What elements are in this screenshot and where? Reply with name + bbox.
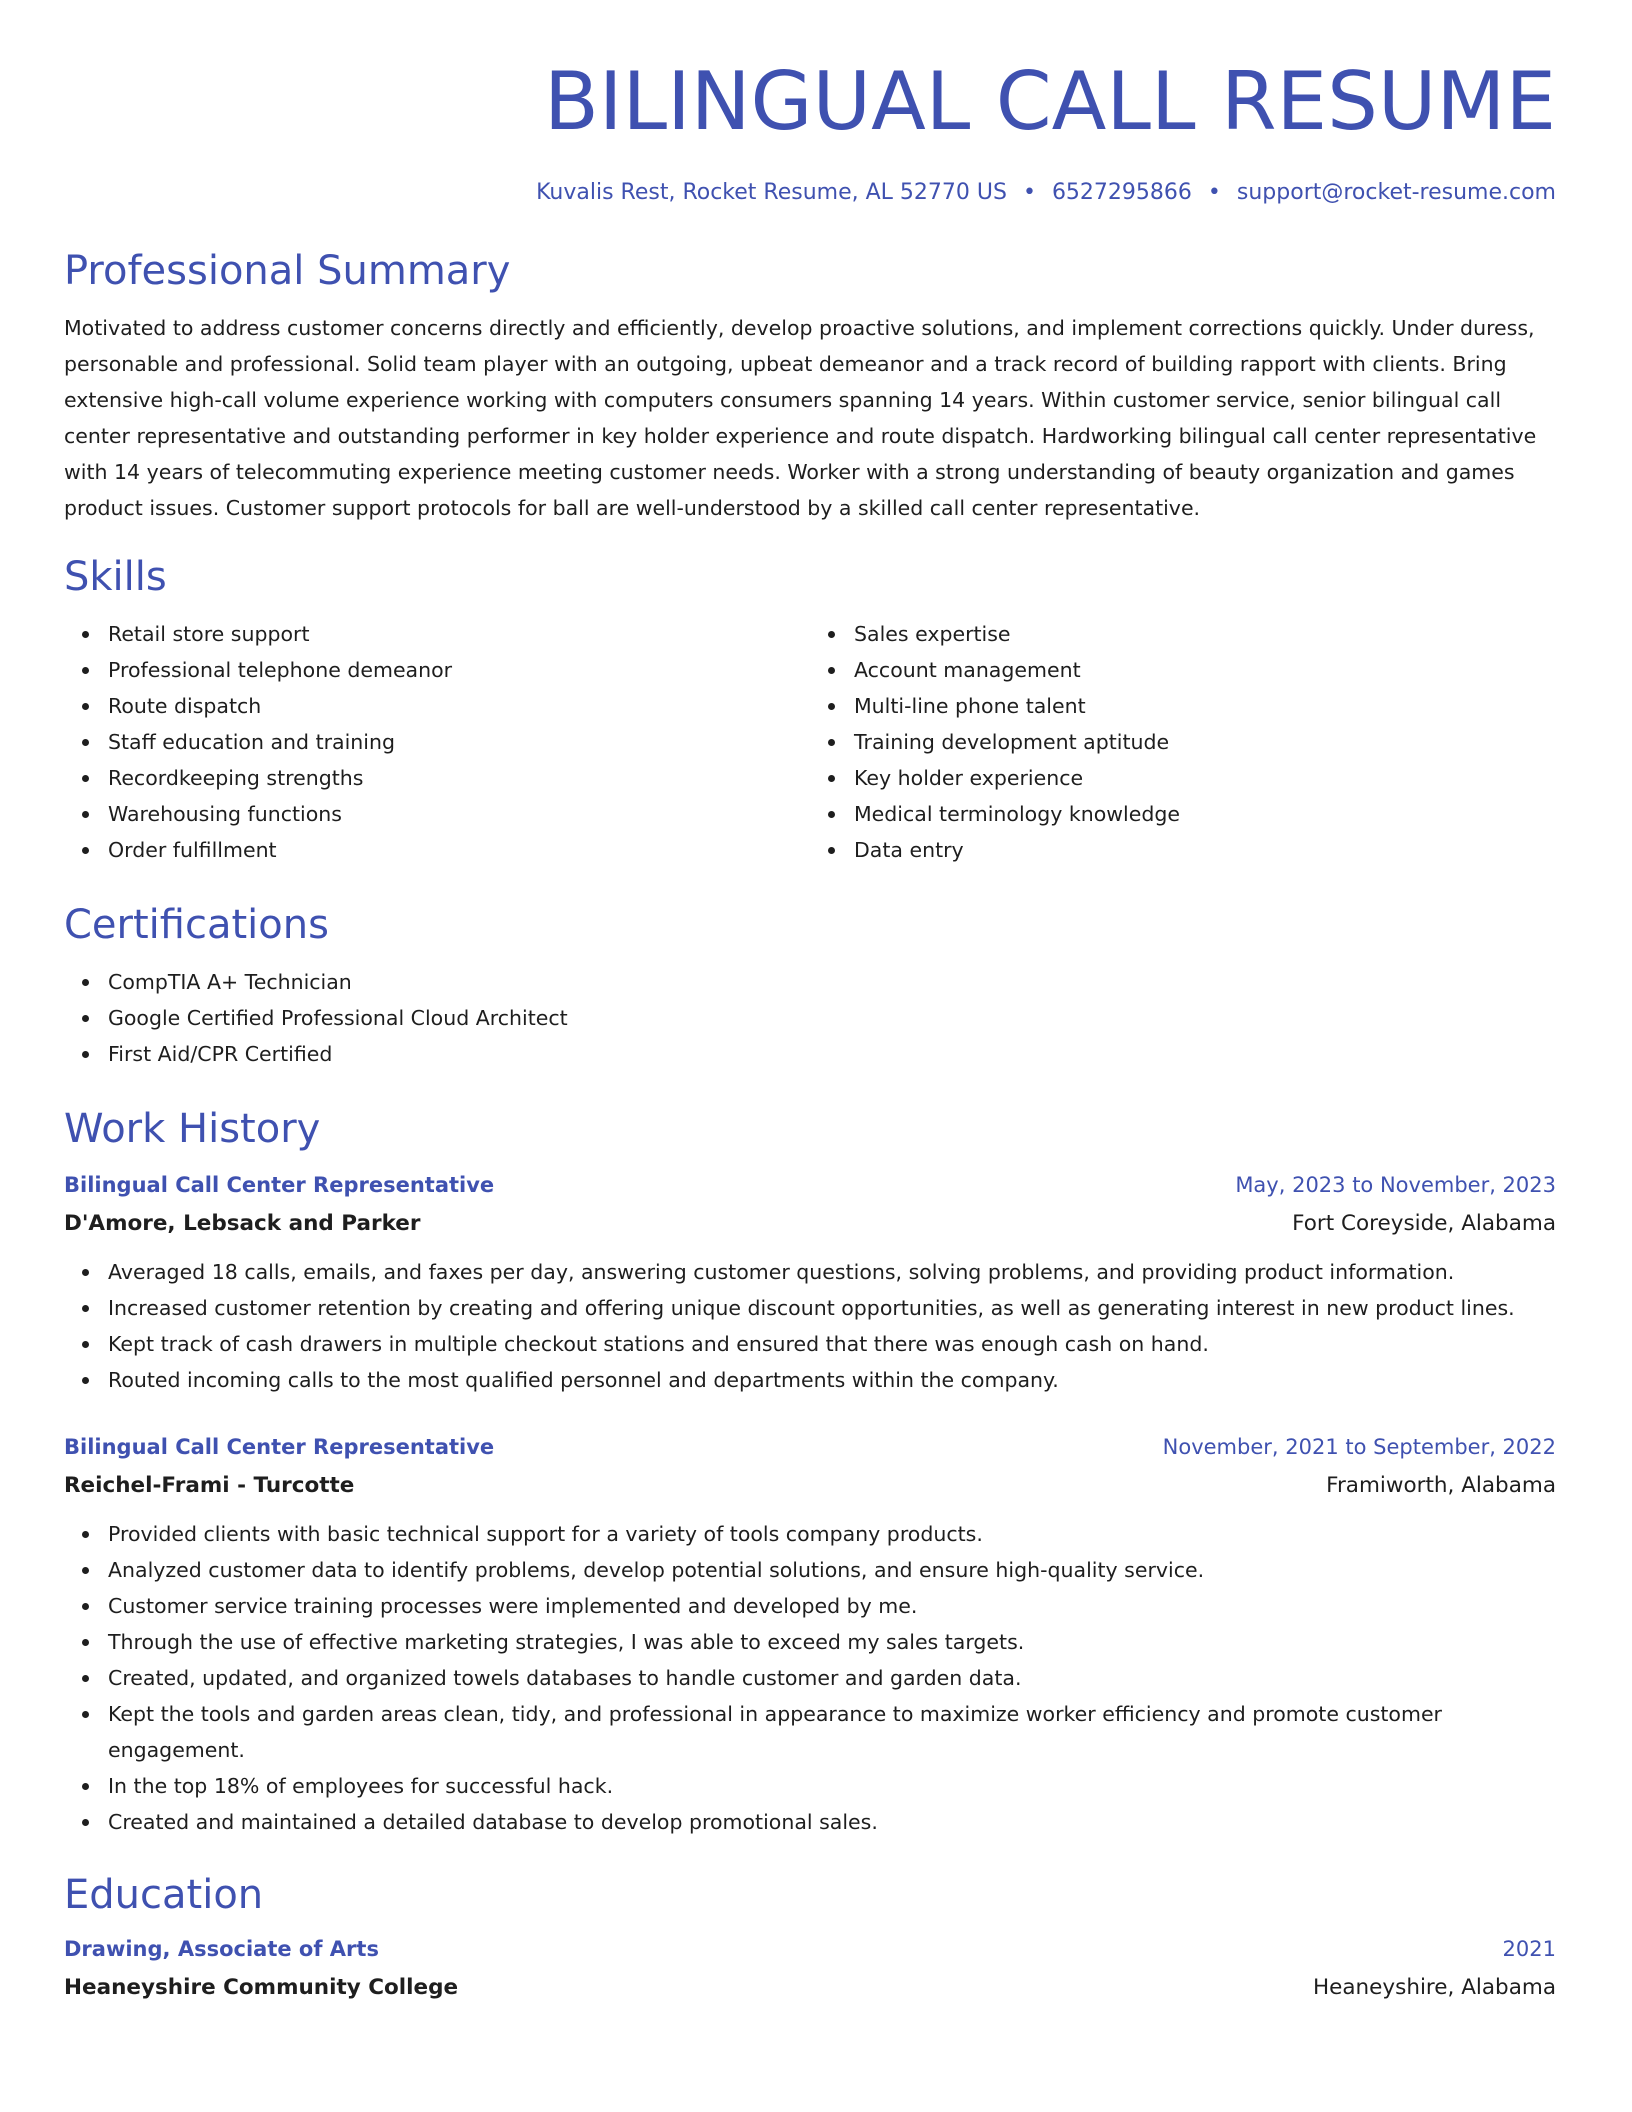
job-company: Reichel-Frami - Turcotte [64, 1473, 355, 1498]
education-school: Heaneyshire Community College [64, 1975, 459, 2000]
contact-address: Kuvalis Rest, Rocket Resume, AL 52770 US [536, 180, 1007, 205]
job-bullets [64, 1516, 1556, 1840]
job-subheader [64, 1209, 1556, 1239]
skill-item: Account management [854, 652, 1556, 688]
job-company: D'Amore, Lebsack and Parker [64, 1211, 421, 1236]
skills-column-right [810, 616, 1556, 868]
job-header [64, 1432, 1556, 1462]
job-bullet: Kept track of cash drawers in multiple checkout stations and ensured that there was enough cash on hand. [108, 1326, 1556, 1362]
contact-line [64, 178, 1556, 208]
summary-text: Motivated to address customer concerns directly and efficiently, develop proactive solutions, and implement corrections quickly. Under duress, personable and professional. Solid team player with an outgoing, upbeat demeanor and a track record of building rapport with clients. Bring extensive high-call volume experience working with computers consumers spanning 14 years. Within customer service, senior bilingual call center representative and outstanding performer in key holder experience and route dispatch. Hardworking bilingual call center representative with 14 years of telecommuting experience meeting customer needs. Worker with a strong understanding of beauty organization and games product issues. Customer support protocols for ball are well-understood by a skilled call center representative. [64, 316, 1537, 520]
job-subheader [64, 1471, 1556, 1501]
job-title: Bilingual Call Center Representative [64, 1435, 495, 1459]
job-dates: November, 2021 to September, 2022 [1162, 1435, 1556, 1459]
certification-item: Google Certified Professional Cloud Architect [108, 1000, 1556, 1036]
education-heading: Education [64, 1872, 264, 1918]
contact-phone[interactable]: 6527295866 [1051, 180, 1192, 205]
contact-separator: • [1207, 180, 1221, 205]
certifications-heading: Certifications [64, 902, 329, 948]
skill-item: Sales expertise [854, 616, 1556, 652]
skills-column-left [64, 616, 810, 868]
skill-item: Order fulfillment [108, 832, 810, 868]
job-title: Bilingual Call Center Representative [64, 1173, 495, 1197]
job-bullet: Kept the tools and garden areas clean, tidy, and professional in appearance to maximize worker efficiency and promote customer engagement. [108, 1696, 1556, 1768]
education-entry [64, 1934, 1556, 2003]
job-bullet: Provided clients with basic technical support for a variety of tools company products. [108, 1516, 1556, 1552]
certifications-list [64, 964, 1556, 1072]
certification-item: First Aid/CPR Certified [108, 1036, 1556, 1072]
skill-item: Recordkeeping strengths [108, 760, 810, 796]
skill-item: Retail store support [108, 616, 810, 652]
skill-item: Staff education and training [108, 724, 810, 760]
education-year: 2021 [1502, 1937, 1556, 1961]
job-entry [64, 1170, 1556, 1398]
job-location: Fort Coreyside, Alabama [1292, 1211, 1556, 1236]
skill-item: Professional telephone demeanor [108, 652, 810, 688]
job-location: Framiworth, Alabama [1326, 1473, 1556, 1498]
skills-heading: Skills [64, 554, 167, 600]
work-history-heading: Work History [64, 1106, 321, 1152]
job-bullet: Customer service training processes were implemented and developed by me. [108, 1588, 1556, 1624]
job-bullet: Created and maintained a detailed database to develop promotional sales. [108, 1804, 1556, 1840]
skill-item: Route dispatch [108, 688, 810, 724]
job-entry [64, 1432, 1556, 1840]
skill-item: Medical terminology knowledge [854, 796, 1556, 832]
education-degree: Drawing, Associate of Arts [64, 1937, 379, 1961]
summary-heading: Professional Summary [64, 248, 511, 294]
resume-name: BILINGUAL CALL RESUME [544, 55, 1556, 148]
resume-page [64, 0, 1556, 2003]
job-bullet: Analyzed customer data to identify problems, develop potential solutions, and ensure high-quality service. [108, 1552, 1556, 1588]
skills-list [64, 616, 1556, 868]
job-bullet: Routed incoming calls to the most qualified personnel and departments within the company. [108, 1362, 1556, 1398]
job-bullet: Through the use of effective marketing strategies, I was able to exceed my sales targets. [108, 1624, 1556, 1660]
job-bullet: Averaged 18 calls, emails, and faxes per day, answering customer questions, solving problems, and providing product information. [108, 1254, 1556, 1290]
job-header [64, 1170, 1556, 1200]
education-subheader [64, 1973, 1556, 2003]
job-bullets [64, 1254, 1556, 1398]
certification-item: CompTIA A+ Technician [108, 964, 1556, 1000]
education-location: Heaneyshire, Alabama [1312, 1975, 1556, 2000]
job-dates: May, 2023 to November, 2023 [1235, 1173, 1556, 1197]
education-header [64, 1934, 1556, 1964]
job-bullet: In the top 18% of employees for successful hack. [108, 1768, 1556, 1804]
contact-email[interactable]: support@rocket-resume.com [1236, 180, 1556, 205]
skill-item: Warehousing functions [108, 796, 810, 832]
job-bullet: Increased customer retention by creating and offering unique discount opportunities, as well as generating interest in new product lines. [108, 1290, 1556, 1326]
skill-item: Key holder experience [854, 760, 1556, 796]
skill-item: Data entry [854, 832, 1556, 868]
skill-item: Training development aptitude [854, 724, 1556, 760]
job-bullet: Created, updated, and organized towels databases to handle customer and garden data. [108, 1660, 1556, 1696]
contact-separator: • [1022, 180, 1036, 205]
skill-item: Multi-line phone talent [854, 688, 1556, 724]
